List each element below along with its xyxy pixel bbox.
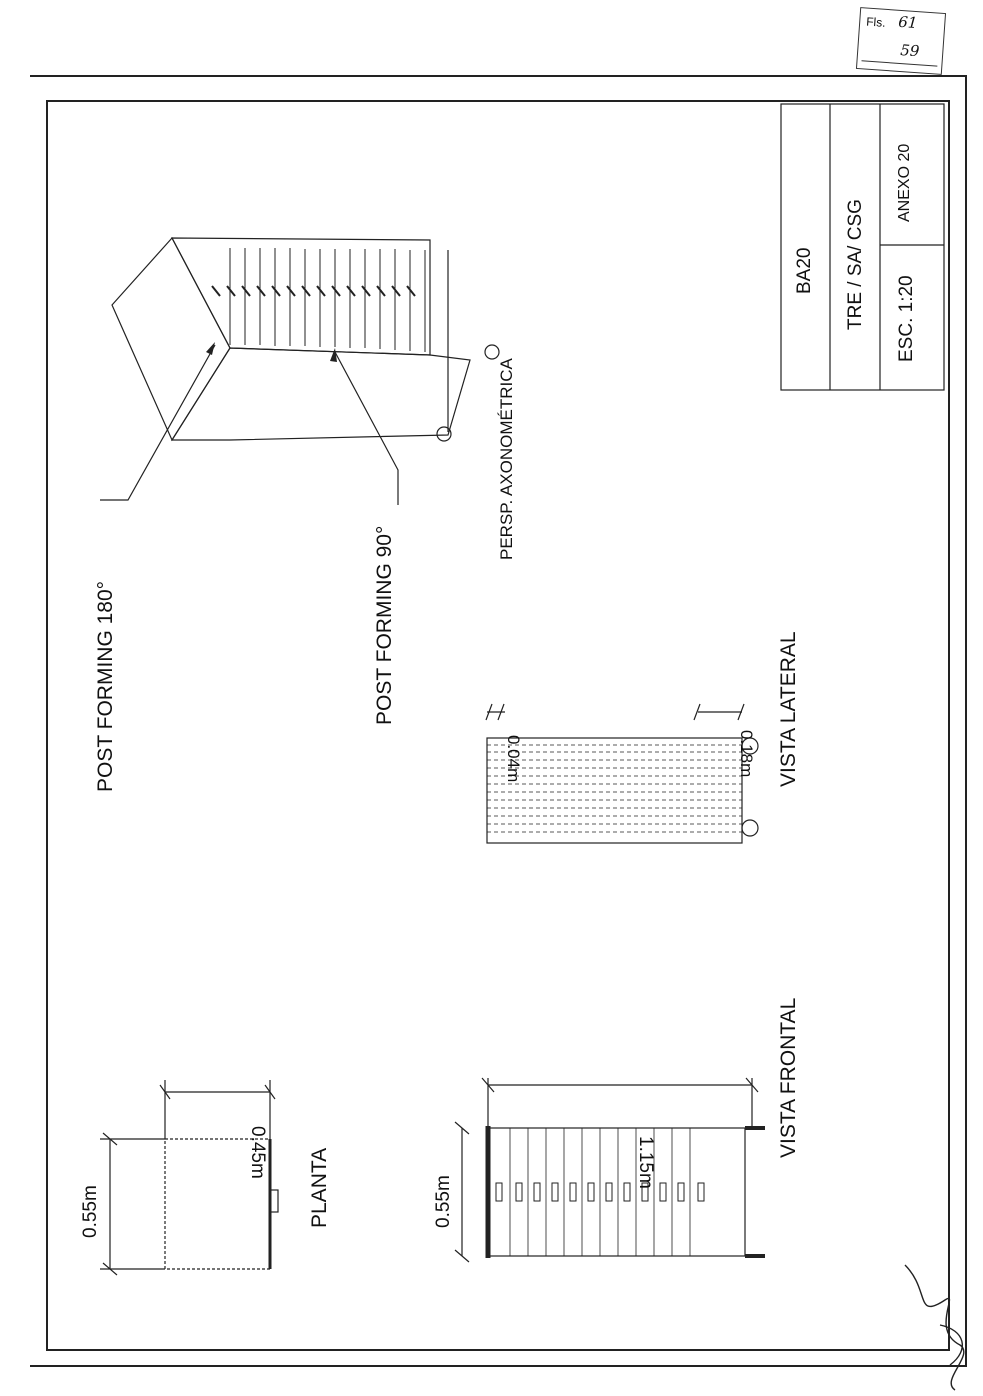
title-block-scale: ESC. 1:20 [896,275,917,362]
signature-mark [905,1265,964,1390]
leader-arrowheads [206,342,337,362]
folio-number-bottom: 59 [899,41,921,61]
label-vista-frontal: VISTA FRONTAL [777,997,800,1158]
axonometric-handles [212,286,415,296]
frontal-view-drawers [510,1128,690,1256]
dim-lateral-right: 0.18m [737,730,756,778]
title-block-annex: ANEXO 20 [896,143,913,222]
label-vista-lateral: VISTA LATERAL [777,631,800,787]
label-persp-axonometrica: PERSP. AXONOMÉTRICA [497,358,516,560]
leader-lines [100,345,398,505]
label-planta: PLANTA [308,1147,331,1228]
label-post-forming-90: POST FORMING 90° [373,525,396,725]
frontal-view [455,1078,765,1262]
lateral-view-drawers [487,745,742,832]
dim-planta-width: 0.45m [247,1126,268,1179]
title-block-code: BA20 [794,247,815,294]
folio-label: Fls. [865,14,887,30]
dim-frontal-height: 0.55m [433,1175,454,1228]
folio-number-top: 61 [897,12,919,33]
dim-lateral-top: 0.04m [504,735,523,783]
dim-frontal-width: 1.15m [635,1136,656,1189]
lateral-view [486,704,758,843]
title-block-org: TRE / SA/ CSG [845,199,866,330]
axonometric-drawer-lines [230,248,425,352]
dim-planta-height: 0.55m [80,1185,101,1238]
label-post-forming-180: POST FORMING 180° [94,580,117,792]
